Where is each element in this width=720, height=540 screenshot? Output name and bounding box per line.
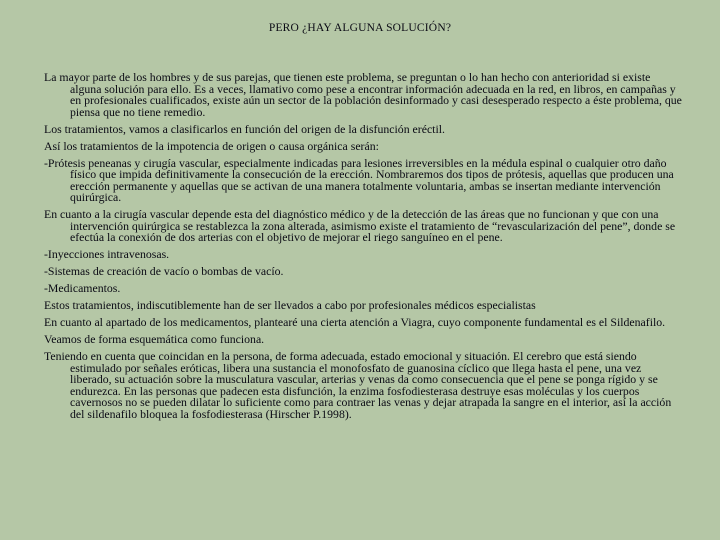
paragraph-schematic: Veamos de forma esquemática como funciona. bbox=[44, 332, 265, 346]
paragraph-mechanism: Teniendo en cuenta que coincidan en la persona, de forma adecuada, estado emocional y situación. El cerebro que está siendo estimulado por señales eróticas, libera una sustancia el monofosfato de guanosina cíclico que llega hasta el pene, una vez liberado, su actuación sobre la musculatura vascular, arterias y venas da como consecuencia que el pene se ponga rígido y se endurezca. En las personas que padecen esta disfunción, la enzima fosfodiesterasa destruye esas moléculas y los cuerpos cavernosos no se pueden dilatar lo suficiente como para contraer las venas y dejar atrapada la sangre en el interior, así la acción del sildenafilo bloquea la fosfodiesterasa (Hirscher P.1998). bbox=[44, 349, 672, 421]
paragraph-viagra: En cuanto al apartado de los medicamentos, plantearé una cierta atención a Viagra, cuyo componente fundamental es el Sildenafilo. bbox=[44, 315, 666, 329]
paragraph-medications: -Medicamentos. bbox=[44, 281, 121, 295]
paragraph-vascular-surgery: En cuanto a la cirugía vascular depende esta del diagnóstico médico y de la detección de las áreas que no funcionan y que con una intervención quirúrgica se restablezca la zona alterada, asimismo existe el tratamiento de “revascularización del pene”, donde se efectúa la conexión de dos arterias con el objetivo de mejorar el riego sanguíneo en el pene. bbox=[44, 207, 676, 244]
slide-body bbox=[44, 72, 684, 426]
slide-title: PERO ¿HAY ALGUNA SOLUCIÓN? bbox=[268, 22, 452, 34]
paragraph-intro: La mayor parte de los hombres y de sus parejas, que tienen este problema, se preguntan o lo han hecho con anterioridad si existe alguna solución para ello. Es a veces, llamativo como pese a encontrar información adecuada en la red, en libros, en campañas y en profesionales cualificados, existe aún un sector de la población desinformado y casi desesperado respecto a éste problema, que piensa que no tiene remedio. bbox=[44, 70, 682, 119]
paragraph-prosthesis: -Prótesis peneanas y cirugía vascular, especialmente indicadas para lesiones irreversibles en la médula espinal o cualquier otro daño físico que impida definitivamente la consecución de la erección. Nombraremos dos tipos de prótesis, aquellas que producen una erección permanente y aquellas que se activan de una manera totalmente voluntaria, ambas se insertan mediante intervención quirúrgica. bbox=[44, 155, 674, 204]
paragraph-injections: -Inyecciones intravenosas. bbox=[44, 247, 170, 261]
paragraph-organic: Así los tratamientos de la impotencia de origen o causa orgánica serán: bbox=[44, 138, 379, 153]
paragraph-vacuum: -Sistemas de creación de vacío o bombas de vacío. bbox=[44, 264, 284, 278]
paragraph-specialists: Estos tratamientos, indiscutiblemente han de ser llevados a cabo por profesionales médicos especialistas bbox=[44, 298, 536, 312]
paragraph-treatments: Los tratamientos, vamos a clasificarlos en función del origen de la disfunción eréctil. bbox=[44, 121, 445, 136]
